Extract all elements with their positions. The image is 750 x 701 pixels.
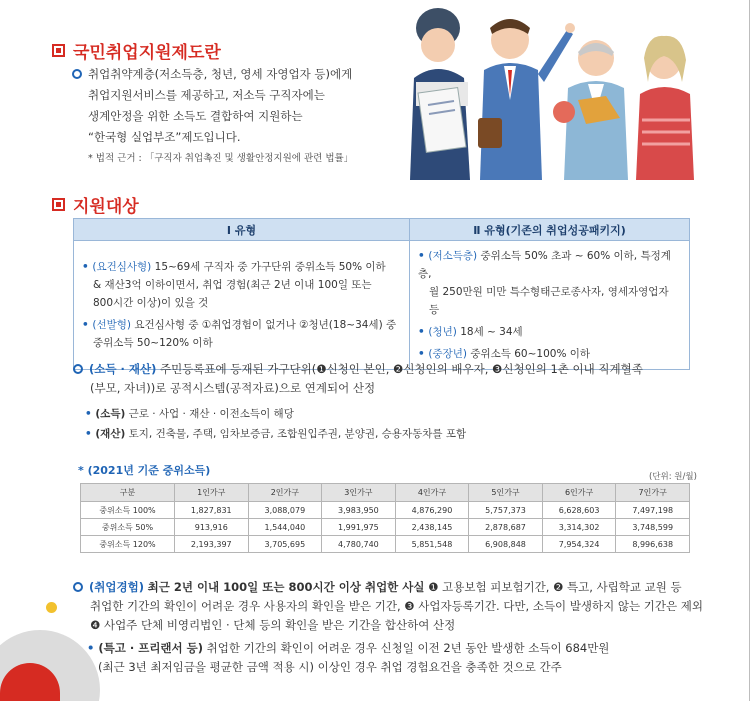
- section-title-eligibility: 지원대상: [52, 192, 139, 217]
- median-income-table: [80, 483, 690, 553]
- decorative-yellow-dot: [46, 602, 57, 613]
- table-row: 중위소득 100% 1,827,831 3,088,079 3,983,950 4,876,290 5,757,373 6,628,603 7,497,198: [81, 502, 690, 519]
- table-header-row: 구분 1인가구 2인가구 3인가구 4인가구 5인가구 6인가구 7인가구: [81, 484, 690, 502]
- employment-experience-block: (취업경험) 최근 2년 이내 100일 또는 800시간 이상 취업한 사실 ❶ 고용보험 피보험기간, ❷ 특고, 사립학교 교원 등 취업한 기간의 확인이 어려운 경우 사용자의 확인을 받은 기간, ❸ 사업자등록기간. 다만, 소득이 발생하지 않는 기간은 제외 ❹ 사업주 단체 비영리법인 · 단체 등의 확인을 받은 기간을 합산하여 산정 • (특고 · 프리랜서 등) 취업한 기간의 확인이 어려운 경우 신청일 이전 2년 동안 발생한 소득이 684만원 (최근 3년 최저임금을 평균한 금액 적용 시) 이상인 경우 취업 경험요건을 충족한 것으로 간주: [73, 578, 733, 677]
- intro-text: 취업취약계층(저소득층, 청년, 영세 자영업자 등)에게 취업지원서비스를 제공하고, 저소득 구직자에는 생계안정을 위한 소득도 결합하여 지원하는 “한국형 실업부조”제도입니다.: [72, 64, 372, 148]
- ring-bullet-icon: [73, 582, 83, 592]
- type2-cell: [410, 241, 690, 370]
- type1-item: • (선발형) 요건심사형 중 ①취업경험이 없거나 ②청년(18~34세) 중 중위소득 50~120% 이하: [82, 319, 397, 349]
- type2-item: • (저소득층) 중위소득 50% 초과 ~ 60% 이하, 특정계층, 월 250만원 미만 특수형태근로종사자, 영세자영업자 등: [418, 250, 671, 316]
- table-row: 중위소득 50% 913,916 1,544,040 1,991,975 2,438,145 2,878,687 3,314,302 3,748,599: [81, 519, 690, 536]
- type1-item: • (요건심사형) 15~69세 구직자 중 가구단위 중위소득 50% 이하 & 재산3억 이하이면서, 취업 경험(최근 2년 이내 100일 또는 800시간 이상)이 있을 것: [82, 261, 386, 309]
- unit-label: (단위: 원/월): [649, 472, 697, 482]
- income-sub-item: • (소득) 근로 · 사업 · 재산 · 이전소득이 해당: [85, 408, 294, 420]
- type1-header: Ⅰ 유형: [74, 219, 410, 241]
- square-bullet-icon: [52, 198, 65, 211]
- square-bullet-icon: [52, 44, 65, 57]
- freelancer-sub-item: • (특고 · 프리랜서 등) 취업한 기간의 확인이 어려운 경우 신청일 이전 2년 동안 발생한 소득이 684만원: [87, 641, 610, 655]
- type2-item: • (중장년) 중위소득 60~100% 이하: [418, 348, 591, 360]
- income-assets-block: (소득 · 재산) 주민등록표에 등재된 가구단위(❶신청인 본인, ❷신청인의 배우자, ❸신청인의 1촌 이내 직계혈족 (부모, 자녀))로 공적시스템(공적자료)으로 연계되어 산정 • (소득) 근로 · 사업 · 재산 · 이전소득이 해당 • (재산) 토지, 건축물, 주택, 임차보증금, 조합원입주권, 분양권, 승용자동차를 포함: [73, 360, 713, 444]
- ring-bullet-icon: [72, 69, 82, 79]
- law-note: * 법적 근거 : 「구직자 취업촉진 및 생활안정지원에 관련 법률」: [88, 153, 354, 164]
- type2-item: • (청년) 18세 ~ 34세: [418, 326, 523, 338]
- ring-bullet-icon: [73, 364, 83, 374]
- eligibility-type-table: [73, 218, 690, 370]
- type2-header: Ⅱ 유형(기존의 취업성공패키지): [410, 219, 690, 241]
- assets-sub-item: • (재산) 토지, 건축물, 주택, 임차보증금, 조합원입주권, 분양권, 승용자동차를 포함: [85, 428, 467, 440]
- job-seekers-illustration: [392, 0, 702, 180]
- section-title-intro: 국민취업지원제도란: [52, 38, 221, 63]
- type1-cell: [74, 241, 410, 370]
- median-income-title: * (2021년 기준 중위소득): [78, 464, 211, 477]
- table-row: 중위소득 120% 2,193,397 3,705,695 4,780,740 5,851,548 6,908,848 7,954,324 8,996,638: [81, 536, 690, 553]
